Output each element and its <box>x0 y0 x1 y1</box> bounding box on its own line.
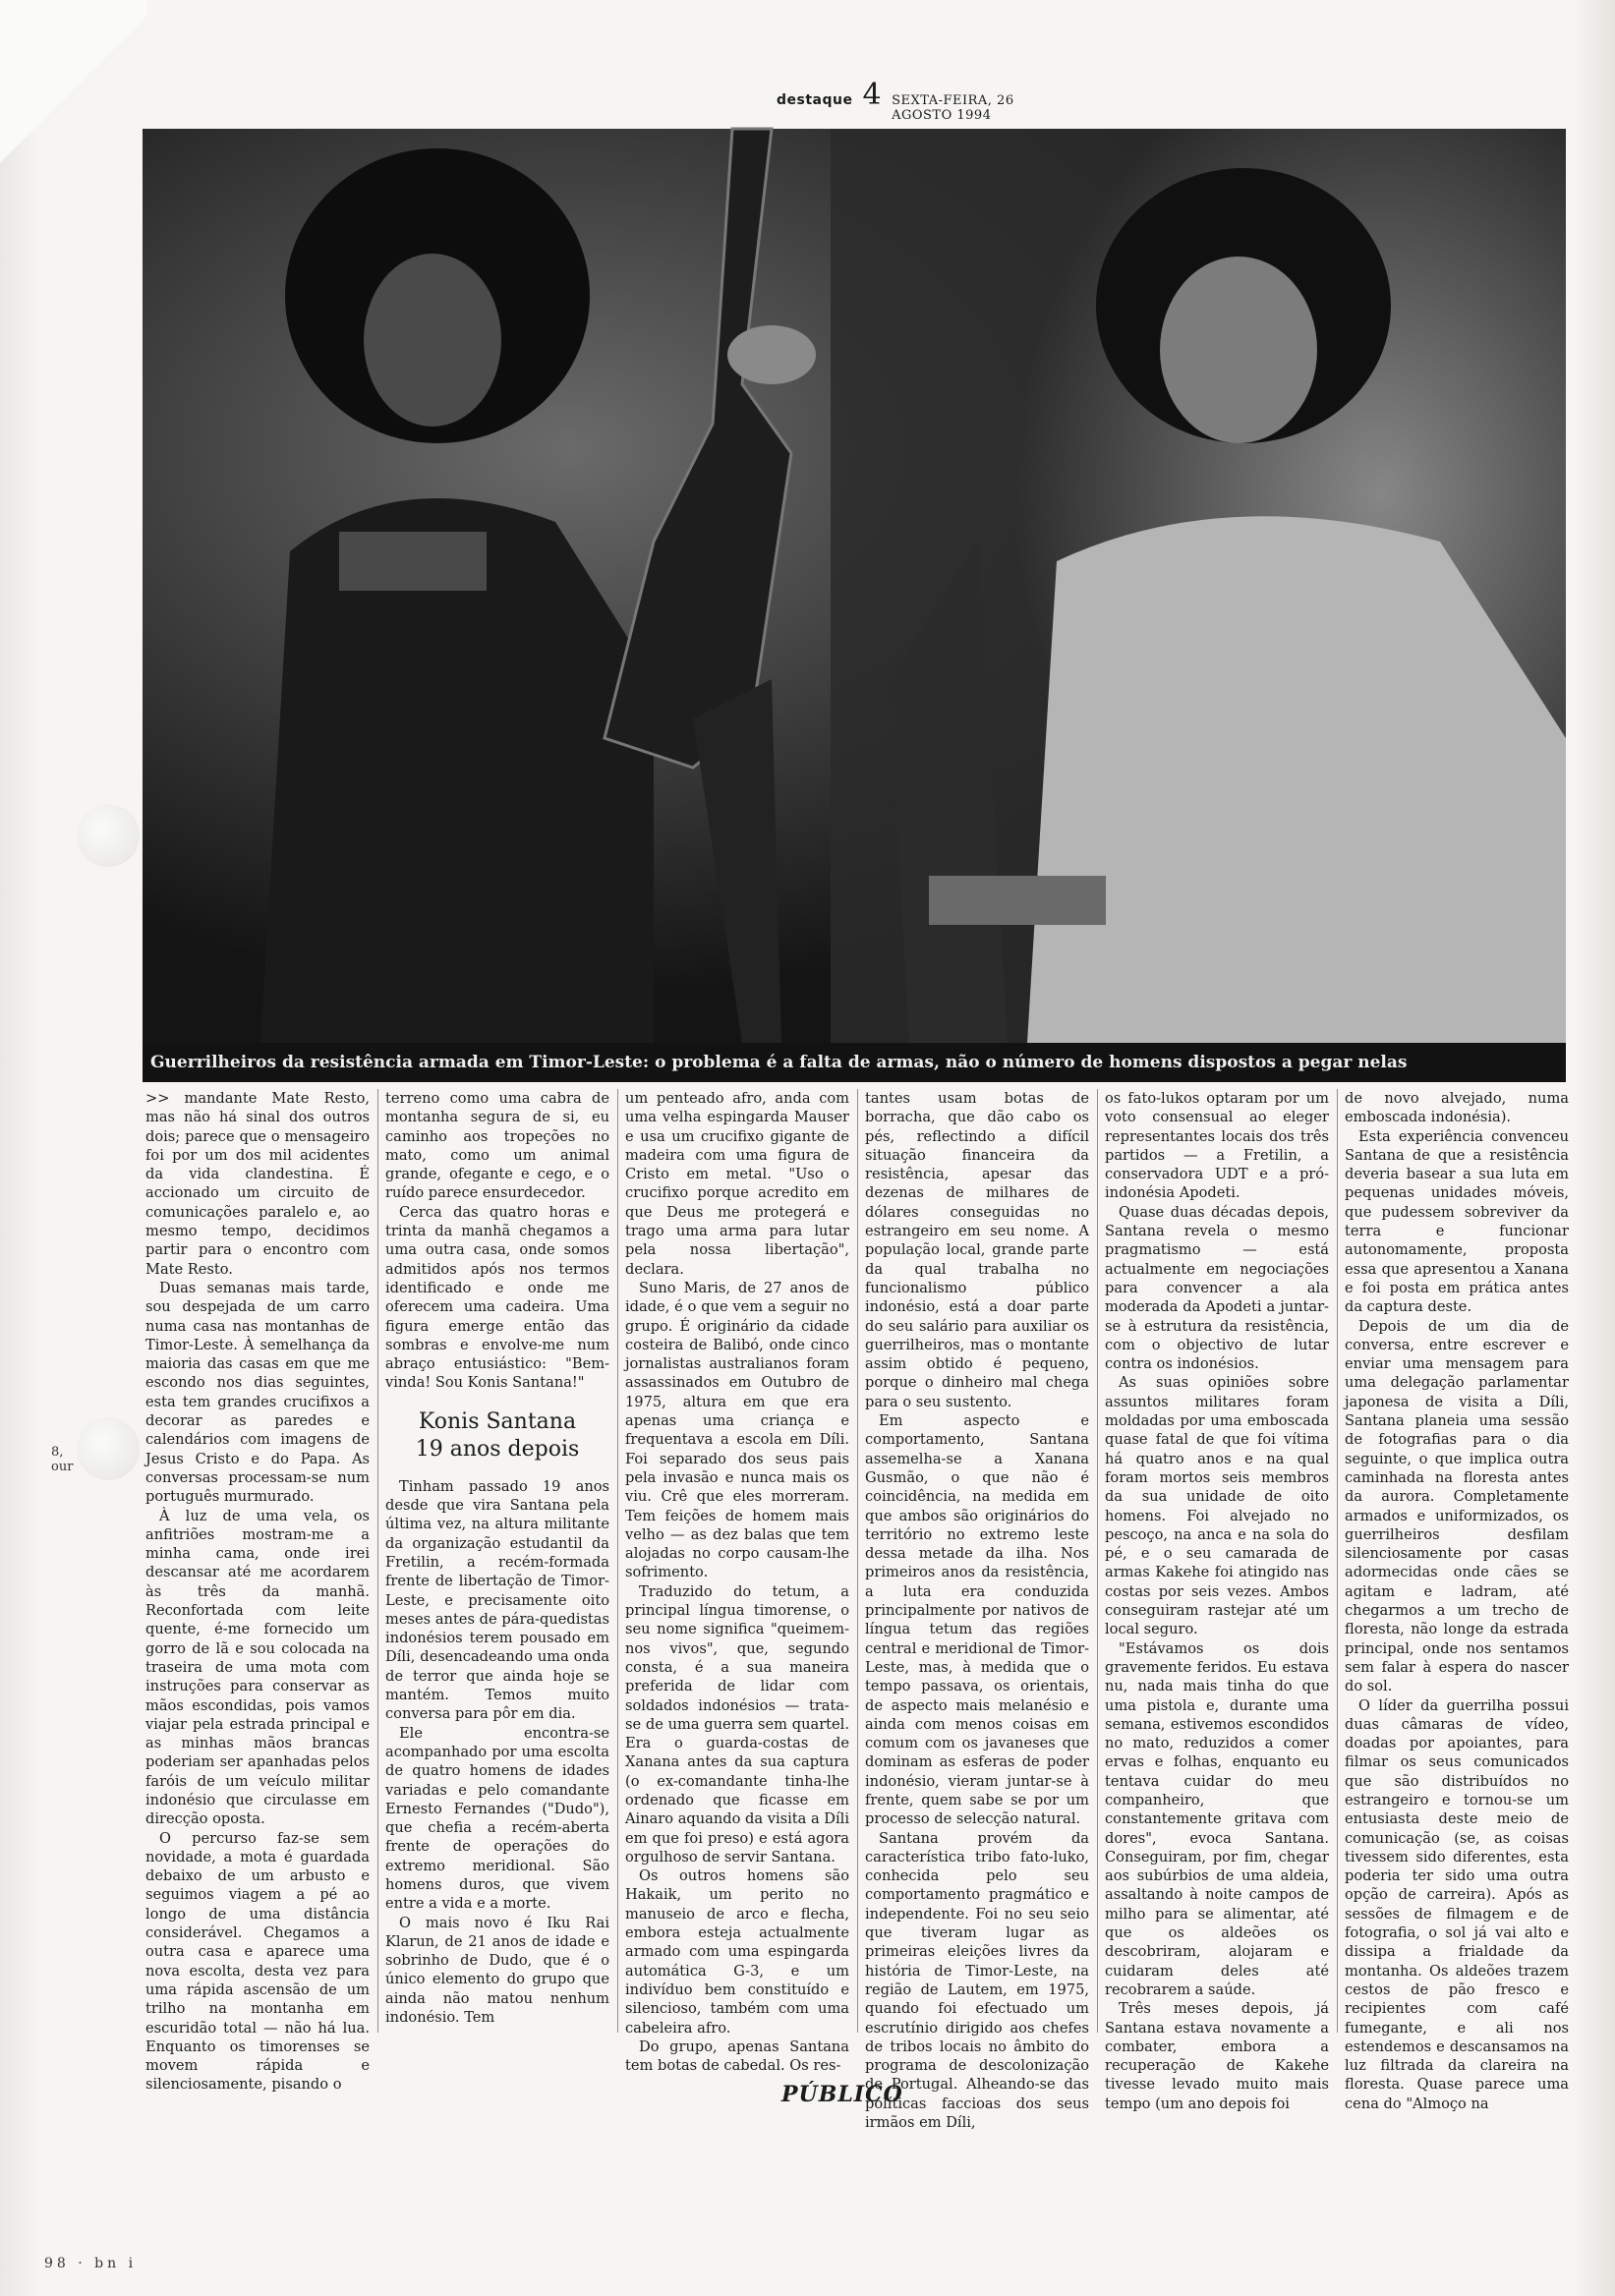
scan-marks: 98 · bn i <box>44 2256 138 2271</box>
article-column-4 <box>865 1089 1089 2132</box>
paragraph: O líder da guerrilha possui duas câmaras de vídeo, doadas por apoiantes, para filmar os seus comunicados que são distribuídos no estrangeiro e tornou-se um entusiasta deste meio de comunicação (se, as coisas tivessem sido diferentes, esta poderia ter sido uma outra opção de carreira). Após as sessões de filmagem e de fotografia, o sol já vai alto e dissipa a frialdade da montanha. Os aldeões trazem cestos de pão fresco e recipientes com café fumegante, e ali nos estendemos e descansamos na luz filtrada da clareira na floresta. Quase parece uma cena do "Almoço na <box>1345 1696 1569 2112</box>
paragraph: Os outros homens são Hakaik, um perito no manuseio de arco e flecha, embora esteja actualmente armado com uma espingarda automática G-3, e um indivíduo bem constituído e silencioso, também com uma cabeleira afro. <box>625 1867 849 2037</box>
column-rule <box>617 1089 618 2033</box>
paragraph: terreno como uma cabra de montanha segura de si, eu caminho aos tropeções no mato, como um animal grande, ofegante e cego, e o ruído parece ensurdecedor. <box>385 1090 609 1202</box>
subheading-line-2: 19 anos depois <box>415 1436 580 1462</box>
column-rule <box>377 1089 378 2033</box>
paragraph: Duas semanas mais tarde, sou despejada de um carro numa casa nas montanhas de Timor-Leste. À semelhança da maioria das casas em que me escondo nos dias seguintes, esta tem grandes crucifixos a decorar as paredes e calendários com imagens de Jesus Cristo e do Papa. As conversas processam-se num português murmurado. <box>145 1279 370 1506</box>
paragraph: Esta experiência convenceu Santana de que a resistência deveria basear a sua luta em pequenas unidades móveis, que pudessem sobreviver da terra e funcionar autonomamente, proposta essa que apresentou a Xanana e foi posta em prática antes da captura deste. <box>1345 1127 1569 1316</box>
paragraph: tantes usam botas de borracha, que dão cabo os pés, reflectindo a difícil situação financeira da resistência, apesar das dezenas de milhares de dólares conseguidas no estrangeiro em seu nome. A população local, grande parte da qual trabalha no funcionalismo público indonésio, está a doar parte do seu salário para auxiliar os guerrilheiros, mas o montante assim obtido é pequeno, porque o dinheiro mal chega para o seu sustento. <box>865 1090 1089 1410</box>
paragraph: Suno Maris, de 27 anos de idade, é o que vem a seguir no grupo. É originário da cidade costeira de Balibó, onde cinco jornalistas australianos foram assassinados em Outubro de 1975, altura em que era apenas uma criança e frequentava a escola em Díli. Foi separado dos seus pais pela invasão e nunca mais os viu. Crê que eles morreram. Tem feições de homem mais velho — as dez balas que tem alojadas no corpo causam-lhe sofrimento. <box>625 1279 849 1581</box>
paragraph: Santana provém da característica tribo fato-luko, conhecida pelo seu comportamento pragmático e independente. Foi no seu seio que tiveram lugar as primeiras eleições livres da história de Timor-Leste, na região de Lautem, em 1975, quando foi efectuado um escrutínio dirigido aos chefes de tribos locais no âmbito do programa de descolonização de Portugal. Alheando-se das políticas faccioas dos seus irmãos em Díli, <box>865 1829 1089 2132</box>
paragraph: Quase duas décadas depois, Santana revela o mesmo pragmatismo — está actualmente em negociações para convencer a ala moderada da Apodeti a juntar-se à estrutura da resistência, com o objectivo de lutar contra os indonésios. <box>1105 1203 1329 1373</box>
newspaper-logo: PÚBLICO <box>781 2082 903 2107</box>
photo-illustration <box>143 129 1566 1043</box>
paragraph: Do grupo, apenas Santana tem botas de cabedal. Os res- <box>625 2038 849 2075</box>
section-name: destaque <box>777 92 853 108</box>
paragraph: >> mandante Mate Resto, mas não há sinal dos outros dois; parece que o mensageiro foi por um dos mil acidentes da vida clandestina. É accionado um circuito de comunicações paralelo e, ao mesmo tempo, decidimos partir para o encontro com Mate Resto. <box>145 1090 370 1278</box>
column-rule <box>1337 1089 1338 2033</box>
margin-mark: 8, our <box>51 1445 74 1474</box>
paragraph: Três meses depois, já Santana estava novamente a combater, embora a recuperação de Kakehe tivesse levado muito mais tempo (um ano depois foi <box>1105 2000 1329 2112</box>
subheading-line-1: Konis Santana <box>418 1408 577 1434</box>
article-column-3 <box>625 1089 850 2075</box>
article-column-1 <box>145 1089 370 2094</box>
subheading <box>385 1408 609 1464</box>
paragraph: As suas opiniões sobre assuntos militares foram moldadas por uma emboscada quase fatal de que foi vítima há quatro anos e na qual foram mortos seis membros da sua unidade de oito homens. Foi alvejado no pescoço, na anca e na sola do pé, e o seu camarada de armas Kakehe foi atingido nas costas por seis vezes. Ambos conseguiram rastejar até um local seguro. <box>1105 1374 1329 1638</box>
paragraph: "Estávamos os dois gravemente feridos. Eu estava nu, nada mais tinha do que uma pistola e, durante uma semana, estivemos escondidos no mato, reduzidos a comer ervas e folhas, enquanto eu tentava cuidar do meu companheiro, que constantemente gritava com dores", evoca Santana. Conseguiram, por fim, chegar aos subúrbios de uma aldeia, assaltando à noite campos de milho para se alimentar, até que os aldeões os descobriram, alojaram e cuidaram deles até recobrarem a saúde. <box>1105 1639 1329 1998</box>
column-rule <box>1097 1089 1098 2033</box>
punch-hole-bottom <box>77 1417 140 1480</box>
paragraph: Ele encontra-se acompanhado por uma escolta de quatro homens de idades variadas e pelo comandante Ernesto Fernandes ("Dudo"), que chefia a recém-aberta frente de operações do extremo meridional. São homens duros, que vivem entre a vida e a morte. <box>385 1724 609 1913</box>
photo-caption: Guerrilheiros da resistência armada em Timor-Leste: o problema é a falta de armas, não o número de homens dispostos a pegar nelas <box>143 1043 1566 1082</box>
guerrilla-photo <box>143 129 1566 1043</box>
page-header <box>777 78 1071 123</box>
page-number: 4 <box>862 78 883 112</box>
paragraph: Traduzido do tetum, a principal língua timorense, o seu nome significa "queimem-nos vivos", que, segundo consta, é a sua maneira preferida de lidar com soldados indonésios — trata-se de uma guerra sem quartel. Era o guarda-costas de Xanana antes da sua captura (o ex-comandante tinha-lhe ordenado que ficasse em Ainaro aquando da visita a Díli em que foi preso) e está agora orgulhoso de servir Santana. <box>625 1582 850 1866</box>
punch-hole-top <box>77 804 140 867</box>
paragraph: Tinham passado 19 anos desde que vira Santana pela última vez, na altura militante da organização estudantil da Fretilin, a recém-formada frente de libertação de Timor-Leste, e precisamente oito meses antes de pára-quedistas indonésios terem pousado em Díli, desencadeando uma onda de terror que ainda hoje se mantém. Temos muito conversa para pôr em dia. <box>385 1477 609 1723</box>
paragraph: Em aspecto e comportamento, Santana assemelha-se a Xanana Gusmão, o que não é coincidência, na medida em que ambos são originários do território no extremo leste dessa metade da ilha. Nos primeiros anos da resistência, a luta era conduzida principalmente por nativos de língua tetum das regiões central e meridional de Timor-Leste, mas, à medida que o tempo passava, os orientais, de aspecto mais melanésio e ainda com menos coisas em comum com os javaneses que dominam as esferas de poder indonésio, vieram juntar-se à frente, quem sabe se por um processo de selecção natural. <box>865 1412 1089 1828</box>
paragraph: À luz de uma vela, os anfitriões mostram-me a minha cama, onde irei descansar até me acordarem às três da manhã. Reconfortada com leite quente, é-me fornecido um gorro de lã e sou colocada na traseira de uma mota com instruções para conservar as mãos escondidas, pois vamos viajar pela estrada principal e as minhas mãos brancas poderiam ser apanhadas pelos faróis de um veículo militar indonésio que circulasse em direcção oposta. <box>145 1507 370 1828</box>
article-column-6 <box>1345 1089 1569 2112</box>
paragraph: um penteado afro, anda com uma velha espingarda Mauser e usa um crucifixo gigante de madeira com uma figura de Cristo em metal. "Uso o crucifixo porque acredito em que Deus me protegerá e trago uma arma para lutar pela nossa libertação", declara. <box>625 1090 849 1278</box>
column-rule <box>857 1089 858 2033</box>
paragraph: Cerca das quatro horas e trinta da manhã chegamos a uma outra casa, onde somos admitidos após nos termos identificado e onde me oferecem uma cadeira. Uma figura emerge então das sombras e envolve-me num abraço entusiástico: "Bem-vinda! Sou Konis Santana!" <box>385 1203 609 1392</box>
paragraph: de novo alvejado, numa emboscada indonésia). <box>1345 1090 1569 1126</box>
issue-date: SEXTA-FEIRA, 26 AGOSTO 1994 <box>892 93 1014 123</box>
article-column-2 <box>385 1089 609 2033</box>
paragraph: Depois de um dia de conversa, entre escrever e enviar uma mensagem para uma delegação parlamentar japonesa de visita a Díli, Santana planeia uma sessão de fotografias para o dia seguinte, o que implica outra caminhada na floresta antes da aurora. Completamente armados e uniformizados, os guerrilheiros desfilam silenciosamente por casas adormecidas onde cães se agitam e ladram, até chegarmos a um trecho de floresta, não longe da estrada principal, onde nos sentamos sem falar à espera do nascer do sol. <box>1345 1317 1569 1695</box>
paragraph: O percurso faz-se sem novidade, a mota é guardada debaixo de um arbusto e seguimos viagem a pé ao longo de uma distância considerável. Chegamos a outra casa e aparece uma nova escolta, desta vez para uma rápida ascensão de um trilho na montanha em escuridão total — não há lua. Enquanto os timorenses se movem rápida e silenciosamente, pisando o <box>145 1829 370 2094</box>
article-column-5 <box>1105 1089 1329 2112</box>
paragraph: os fato-lukos optaram por um voto consensual ao eleger representantes locais dos três partidos — a Fretilin, a conservadora UDT e a pró-indonésia Apodeti. <box>1105 1090 1329 1202</box>
folded-corner <box>0 0 147 177</box>
paragraph: O mais novo é Iku Rai Klarun, de 21 anos de idade e sobrinho de Dudo, que é o único elemento do grupo que ainda não matou nenhum indonésio. Tem <box>385 1914 609 2027</box>
